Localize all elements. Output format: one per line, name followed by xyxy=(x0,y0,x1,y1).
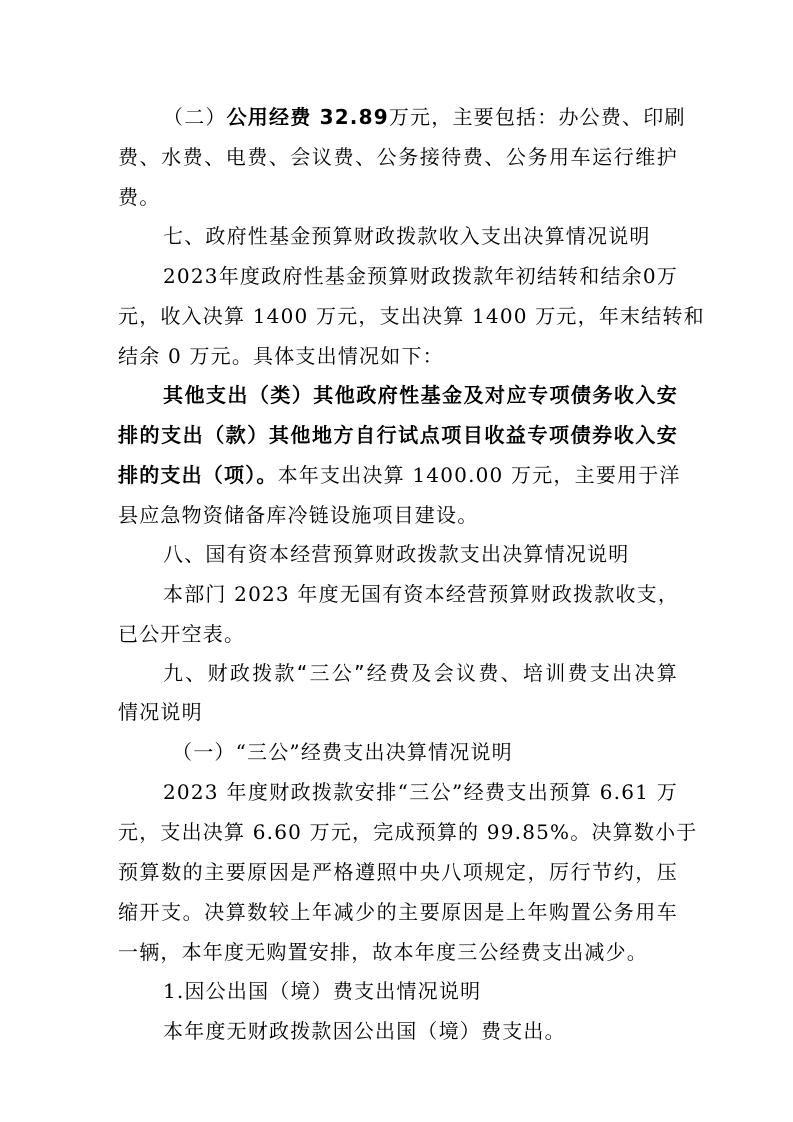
paragraph-line: 2023 年度财政拨款安排“三公”经费支出预算 6.61 万 xyxy=(163,780,678,804)
section-heading-9-cont: 情况说明 xyxy=(118,700,203,724)
section-heading-9: 九、财政拨款“三公”经费及会议费、培训费支出决算 xyxy=(163,661,678,685)
paragraph-line xyxy=(118,460,681,490)
subsection-heading: （一）“三公”经费支出决算情况说明 xyxy=(172,740,513,764)
line-text: 本年支出决算 1400.00 万元，主要用于洋 xyxy=(277,463,681,487)
bold-paragraph-line: 其他支出（类）其他政府性基金及对应专项债务收入安 xyxy=(163,383,678,407)
bold-term: 公用经费 32.89 xyxy=(226,105,389,129)
bold-paragraph-line: 排的支出（款）其他地方自行试点项目收益专项债券收入安 xyxy=(118,423,678,447)
sub-item-heading: 1.因公出国（境）费支出情况说明 xyxy=(163,979,482,1003)
line-text: 万元，主要包括：办公费、印刷 xyxy=(388,105,686,129)
paragraph-line: 缩开支。决算数较上年减少的主要原因是上年购置公务用车 xyxy=(118,900,678,924)
paragraph-line: 本部门 2023 年度无国有资本经营预算财政拨款收支， xyxy=(163,582,680,606)
paragraph-line: 元，支出决算 6.60 万元，完成预算的 99.85%。决算数小于 xyxy=(118,820,698,844)
paragraph-line: 2023年度政府性基金预算财政拨款年初结转和结余0万 xyxy=(163,264,678,288)
section-heading-7: 七、政府性基金预算财政拨款收入支出决算情况说明 xyxy=(163,224,651,248)
section-heading-8: 八、国有资本经营预算财政拨款支出决算情况说明 xyxy=(163,542,630,566)
bold-term: 排的支出（项）。 xyxy=(118,463,278,487)
paragraph-line: 费。 xyxy=(118,185,161,209)
paragraph-line: 结余 0 万元。具体支出情况如下： xyxy=(118,344,444,368)
paragraph-line: 一辆，本年度无购置安排，故本年度三公经费支出减少。 xyxy=(118,940,648,964)
paragraph-line: 元，收入决算 1400 万元，支出决算 1400 万元，年末结转和 xyxy=(118,304,705,328)
paragraph-line: 费、水费、电费、会议费、公务接待费、公务用车运行维护 xyxy=(118,145,678,169)
paragraph-line: 预算数的主要原因是严格遵照中央八项规定，厉行节约，压 xyxy=(118,860,678,884)
paragraph-line xyxy=(163,102,686,132)
paragraph-line: 县应急物资储备库冷链设施项目建设。 xyxy=(118,503,479,527)
subheading-marker: （二） xyxy=(163,105,227,129)
paragraph-line: 本年度无财政拨款因公出国（境）费支出。 xyxy=(163,1019,566,1043)
paragraph-line: 已公开空表。 xyxy=(118,622,246,646)
